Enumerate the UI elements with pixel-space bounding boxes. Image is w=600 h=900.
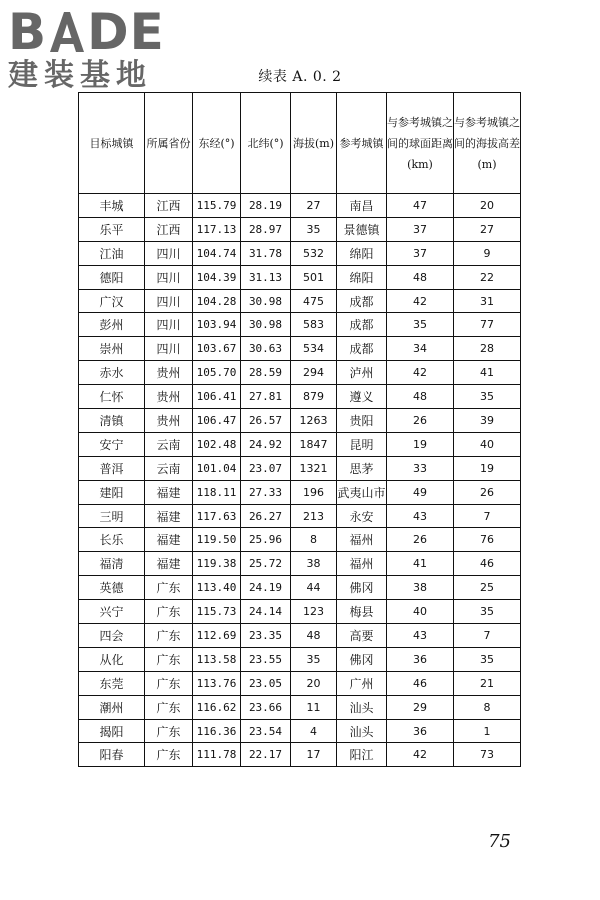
cell-altitude: 35 — [291, 217, 337, 241]
cell-distance: 26 — [387, 528, 454, 552]
cell-reference-town: 广州 — [337, 671, 387, 695]
table-row — [79, 719, 521, 743]
cell-longitude: 105.70 — [193, 361, 241, 385]
cell-target-town: 建阳 — [79, 480, 145, 504]
cell-province: 广东 — [145, 719, 193, 743]
cell-latitude: 23.54 — [241, 719, 291, 743]
cell-longitude: 119.50 — [193, 528, 241, 552]
cell-latitude: 22.17 — [241, 743, 291, 767]
cell-longitude: 104.28 — [193, 289, 241, 313]
header-reference-town: 参考城镇 — [337, 93, 387, 194]
cell-altitude: 11 — [291, 695, 337, 719]
table-row — [79, 217, 521, 241]
table-row — [79, 361, 521, 385]
cell-latitude: 26.57 — [241, 409, 291, 433]
cell-altitude-diff: 35 — [454, 385, 521, 409]
cell-reference-town: 佛冈 — [337, 576, 387, 600]
table-row — [79, 456, 521, 480]
cell-target-town: 从化 — [79, 647, 145, 671]
table-body — [79, 194, 521, 767]
cell-province: 广东 — [145, 743, 193, 767]
cell-province: 贵州 — [145, 409, 193, 433]
cell-longitude: 111.78 — [193, 743, 241, 767]
cell-longitude: 104.39 — [193, 265, 241, 289]
cell-latitude: 27.33 — [241, 480, 291, 504]
cell-latitude: 23.05 — [241, 671, 291, 695]
cell-altitude: 123 — [291, 600, 337, 624]
cell-reference-town: 昆明 — [337, 432, 387, 456]
cell-longitude: 112.69 — [193, 624, 241, 648]
cell-altitude: 294 — [291, 361, 337, 385]
table-row — [79, 289, 521, 313]
cell-altitude-diff: 39 — [454, 409, 521, 433]
table-row — [79, 480, 521, 504]
table-row — [79, 743, 521, 767]
cell-altitude-diff: 22 — [454, 265, 521, 289]
cell-distance: 34 — [387, 337, 454, 361]
cell-target-town: 潮州 — [79, 695, 145, 719]
cell-altitude: 532 — [291, 241, 337, 265]
cell-longitude: 103.67 — [193, 337, 241, 361]
cell-latitude: 24.92 — [241, 432, 291, 456]
cell-reference-town: 佛冈 — [337, 647, 387, 671]
cell-province: 云南 — [145, 456, 193, 480]
cell-altitude-diff: 35 — [454, 647, 521, 671]
cell-distance: 19 — [387, 432, 454, 456]
cell-altitude: 17 — [291, 743, 337, 767]
cell-altitude: 1321 — [291, 456, 337, 480]
cell-reference-town: 永安 — [337, 504, 387, 528]
cell-target-town: 清镇 — [79, 409, 145, 433]
cell-distance: 48 — [387, 385, 454, 409]
cell-altitude-diff: 26 — [454, 480, 521, 504]
cell-altitude: 8 — [291, 528, 337, 552]
cell-longitude: 106.41 — [193, 385, 241, 409]
cell-province: 云南 — [145, 432, 193, 456]
cell-altitude: 879 — [291, 385, 337, 409]
table-row — [79, 624, 521, 648]
logo-subtitle: 建装基地 — [8, 58, 152, 93]
cell-altitude-diff: 1 — [454, 719, 521, 743]
cell-target-town: 仁怀 — [79, 385, 145, 409]
cell-target-town: 赤水 — [79, 361, 145, 385]
cell-longitude: 104.74 — [193, 241, 241, 265]
table-row — [79, 504, 521, 528]
cell-reference-town: 成都 — [337, 289, 387, 313]
cell-target-town: 普洱 — [79, 456, 145, 480]
cell-distance: 43 — [387, 504, 454, 528]
cell-latitude: 27.81 — [241, 385, 291, 409]
cell-reference-town: 汕头 — [337, 719, 387, 743]
cell-longitude: 116.36 — [193, 719, 241, 743]
table-row — [79, 241, 521, 265]
cell-longitude: 118.11 — [193, 480, 241, 504]
cell-province: 福建 — [145, 552, 193, 576]
logo-wordmark — [8, 3, 183, 61]
cell-altitude: 501 — [291, 265, 337, 289]
cell-reference-town: 绵阳 — [337, 241, 387, 265]
cell-latitude: 30.63 — [241, 337, 291, 361]
header-province: 所属省份 — [145, 93, 193, 194]
cell-longitude: 113.76 — [193, 671, 241, 695]
cell-reference-town: 梅县 — [337, 600, 387, 624]
cell-province: 贵州 — [145, 361, 193, 385]
cell-distance: 46 — [387, 671, 454, 695]
cell-longitude: 115.73 — [193, 600, 241, 624]
cell-target-town: 丰城 — [79, 194, 145, 218]
header-altitude-diff: 与参考城镇之间的海拔高差(m) — [454, 93, 521, 194]
cell-longitude: 102.48 — [193, 432, 241, 456]
cell-province: 广东 — [145, 647, 193, 671]
cell-distance: 33 — [387, 456, 454, 480]
cell-province: 广东 — [145, 600, 193, 624]
page-number: 75 — [488, 831, 511, 852]
cell-altitude-diff: 25 — [454, 576, 521, 600]
cell-reference-town: 绵阳 — [337, 265, 387, 289]
header-latitude: 北纬(°) — [241, 93, 291, 194]
cell-altitude-diff: 41 — [454, 361, 521, 385]
cell-target-town: 德阳 — [79, 265, 145, 289]
cell-reference-town: 武夷山市 — [337, 480, 387, 504]
cell-latitude: 24.14 — [241, 600, 291, 624]
cell-target-town: 崇州 — [79, 337, 145, 361]
cell-altitude: 1263 — [291, 409, 337, 433]
header-longitude: 东经(°) — [193, 93, 241, 194]
table-row — [79, 337, 521, 361]
cell-distance: 38 — [387, 576, 454, 600]
cell-province: 福建 — [145, 528, 193, 552]
cell-altitude-diff: 27 — [454, 217, 521, 241]
cell-latitude: 28.19 — [241, 194, 291, 218]
cell-target-town: 安宁 — [79, 432, 145, 456]
cell-altitude: 534 — [291, 337, 337, 361]
cell-latitude: 31.13 — [241, 265, 291, 289]
cell-latitude: 30.98 — [241, 289, 291, 313]
cell-target-town: 长乐 — [79, 528, 145, 552]
table-row — [79, 432, 521, 456]
table-caption: 续表 A. 0. 2 — [258, 69, 342, 85]
cell-altitude-diff: 7 — [454, 624, 521, 648]
cell-longitude: 117.13 — [193, 217, 241, 241]
cell-latitude: 26.27 — [241, 504, 291, 528]
cell-reference-town: 泸州 — [337, 361, 387, 385]
cell-longitude: 103.94 — [193, 313, 241, 337]
cell-target-town: 东莞 — [79, 671, 145, 695]
cell-province: 贵州 — [145, 385, 193, 409]
cell-latitude: 23.07 — [241, 456, 291, 480]
cell-altitude: 48 — [291, 624, 337, 648]
cell-latitude: 24.19 — [241, 576, 291, 600]
cell-target-town: 兴宁 — [79, 600, 145, 624]
logo-a-icon — [48, 6, 86, 58]
cell-province: 福建 — [145, 480, 193, 504]
cell-longitude: 116.62 — [193, 695, 241, 719]
cell-distance: 36 — [387, 647, 454, 671]
cell-reference-town: 遵义 — [337, 385, 387, 409]
table-row — [79, 385, 521, 409]
cell-altitude-diff: 31 — [454, 289, 521, 313]
cell-distance: 36 — [387, 719, 454, 743]
cell-distance: 49 — [387, 480, 454, 504]
cell-altitude: 27 — [291, 194, 337, 218]
table-row — [79, 194, 521, 218]
cell-latitude: 23.35 — [241, 624, 291, 648]
cell-altitude-diff: 8 — [454, 695, 521, 719]
cell-target-town: 彭州 — [79, 313, 145, 337]
cell-target-town: 揭阳 — [79, 719, 145, 743]
cell-altitude: 213 — [291, 504, 337, 528]
table-row — [79, 600, 521, 624]
cell-latitude: 30.98 — [241, 313, 291, 337]
cell-longitude: 101.04 — [193, 456, 241, 480]
cell-latitude: 25.96 — [241, 528, 291, 552]
cell-altitude-diff: 9 — [454, 241, 521, 265]
cell-target-town: 江油 — [79, 241, 145, 265]
cell-altitude: 4 — [291, 719, 337, 743]
cell-latitude: 25.72 — [241, 552, 291, 576]
cell-altitude-diff: 77 — [454, 313, 521, 337]
cell-distance: 29 — [387, 695, 454, 719]
town-table — [78, 92, 521, 767]
table-row — [79, 528, 521, 552]
cell-province: 江西 — [145, 217, 193, 241]
cell-longitude: 113.40 — [193, 576, 241, 600]
cell-distance: 48 — [387, 265, 454, 289]
cell-distance: 26 — [387, 409, 454, 433]
cell-latitude: 23.55 — [241, 647, 291, 671]
cell-target-town: 阳春 — [79, 743, 145, 767]
cell-province: 四川 — [145, 313, 193, 337]
cell-reference-town: 阳江 — [337, 743, 387, 767]
cell-province: 四川 — [145, 265, 193, 289]
cell-altitude-diff: 28 — [454, 337, 521, 361]
header-target-town: 目标城镇 — [79, 93, 145, 194]
cell-distance: 42 — [387, 743, 454, 767]
table-row — [79, 695, 521, 719]
header-distance: 与参考城镇之间的球面距离(km) — [387, 93, 454, 194]
cell-distance: 42 — [387, 289, 454, 313]
cell-longitude: 117.63 — [193, 504, 241, 528]
cell-distance: 40 — [387, 600, 454, 624]
table-row — [79, 313, 521, 337]
cell-longitude: 119.38 — [193, 552, 241, 576]
table-head — [79, 93, 521, 194]
cell-altitude: 38 — [291, 552, 337, 576]
header-altitude: 海拔(m) — [291, 93, 337, 194]
cell-altitude-diff: 19 — [454, 456, 521, 480]
cell-province: 四川 — [145, 241, 193, 265]
cell-distance: 43 — [387, 624, 454, 648]
cell-reference-town: 南昌 — [337, 194, 387, 218]
cell-altitude-diff: 40 — [454, 432, 521, 456]
cell-longitude: 115.79 — [193, 194, 241, 218]
cell-province: 广东 — [145, 695, 193, 719]
table-row — [79, 671, 521, 695]
cell-distance: 47 — [387, 194, 454, 218]
cell-target-town: 三明 — [79, 504, 145, 528]
cell-altitude: 196 — [291, 480, 337, 504]
table-row — [79, 576, 521, 600]
cell-reference-town: 贵阳 — [337, 409, 387, 433]
cell-altitude-diff: 76 — [454, 528, 521, 552]
cell-target-town: 福清 — [79, 552, 145, 576]
logo-letter-b: B — [8, 3, 48, 61]
cell-altitude-diff: 73 — [454, 743, 521, 767]
cell-altitude-diff: 20 — [454, 194, 521, 218]
table-row — [79, 409, 521, 433]
cell-province: 四川 — [145, 289, 193, 313]
table-row — [79, 265, 521, 289]
cell-altitude: 20 — [291, 671, 337, 695]
cell-altitude-diff: 21 — [454, 671, 521, 695]
cell-province: 广东 — [145, 576, 193, 600]
cell-distance: 42 — [387, 361, 454, 385]
cell-province: 广东 — [145, 671, 193, 695]
table-row — [79, 552, 521, 576]
cell-target-town: 四会 — [79, 624, 145, 648]
cell-altitude: 475 — [291, 289, 337, 313]
cell-altitude: 1847 — [291, 432, 337, 456]
cell-reference-town: 汕头 — [337, 695, 387, 719]
cell-longitude: 106.47 — [193, 409, 241, 433]
cell-latitude: 28.97 — [241, 217, 291, 241]
cell-longitude: 113.58 — [193, 647, 241, 671]
cell-target-town: 乐平 — [79, 217, 145, 241]
cell-altitude-diff: 46 — [454, 552, 521, 576]
cell-reference-town: 思茅 — [337, 456, 387, 480]
cell-latitude: 31.78 — [241, 241, 291, 265]
cell-province: 江西 — [145, 194, 193, 218]
cell-reference-town: 高要 — [337, 624, 387, 648]
cell-target-town: 英德 — [79, 576, 145, 600]
cell-reference-town: 福州 — [337, 552, 387, 576]
cell-province: 广东 — [145, 624, 193, 648]
logo-letters-de: DE — [87, 3, 165, 61]
cell-distance: 37 — [387, 241, 454, 265]
data-table-container — [78, 92, 520, 767]
cell-province: 四川 — [145, 337, 193, 361]
cell-altitude: 35 — [291, 647, 337, 671]
cell-altitude: 44 — [291, 576, 337, 600]
cell-reference-town: 福州 — [337, 528, 387, 552]
cell-latitude: 23.66 — [241, 695, 291, 719]
cell-reference-town: 景德镇 — [337, 217, 387, 241]
cell-province: 福建 — [145, 504, 193, 528]
cell-reference-town: 成都 — [337, 337, 387, 361]
cell-altitude: 583 — [291, 313, 337, 337]
table-row — [79, 647, 521, 671]
brand-logo — [8, 3, 183, 101]
cell-reference-town: 成都 — [337, 313, 387, 337]
cell-altitude-diff: 35 — [454, 600, 521, 624]
cell-target-town: 广汉 — [79, 289, 145, 313]
cell-latitude: 28.59 — [241, 361, 291, 385]
cell-distance: 41 — [387, 552, 454, 576]
cell-distance: 37 — [387, 217, 454, 241]
cell-altitude-diff: 7 — [454, 504, 521, 528]
cell-distance: 35 — [387, 313, 454, 337]
header-row — [79, 93, 521, 194]
